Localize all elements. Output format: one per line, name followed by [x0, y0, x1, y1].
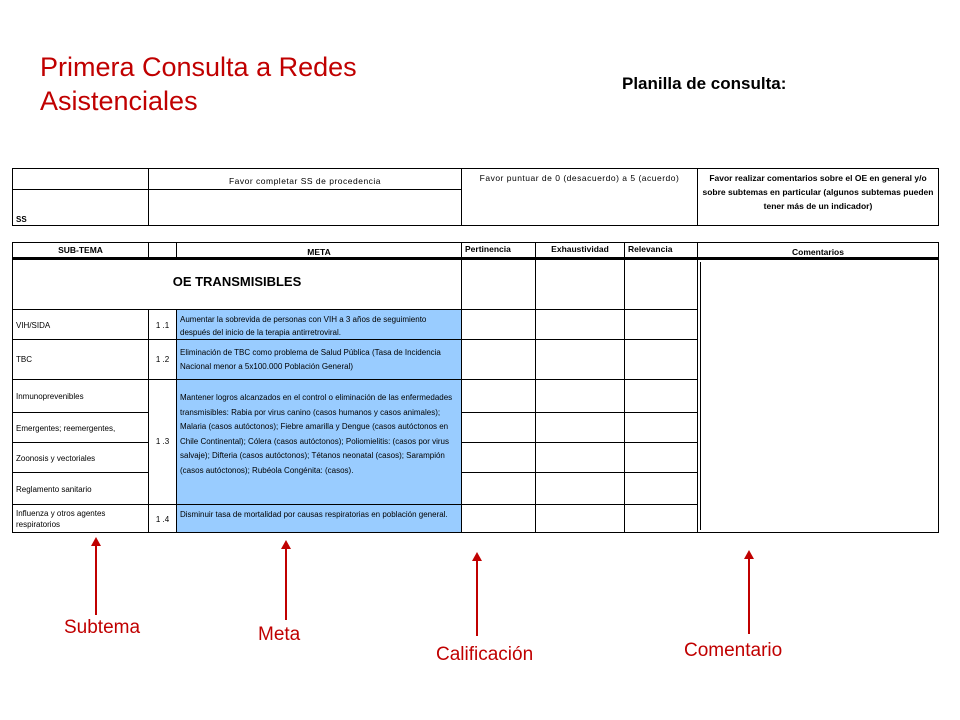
exhaustividad-header: Exhaustividad — [535, 242, 624, 258]
meta-cell: Disminuir tasa de mortalidad por causas respiratorias en población general. — [176, 504, 461, 533]
subtema-cell: TBC — [12, 339, 148, 379]
subtema-header: SUB-TEMA — [12, 242, 148, 258]
relevancia-header: Relevancia — [624, 242, 697, 258]
subtema-arrow — [95, 545, 97, 615]
ss-input-cell[interactable] — [148, 189, 461, 226]
meta-annotation: Meta — [258, 624, 301, 645]
comentarios-header: Comentarios — [697, 242, 939, 258]
subtema-annotation: Subtema — [64, 617, 141, 638]
favor-ss-header: Favor completar SS de procedencia — [148, 168, 461, 189]
pertinencia-column[interactable] — [461, 259, 535, 533]
meta-number: 1 .4 — [148, 504, 176, 533]
relevancia-column[interactable] — [624, 259, 697, 533]
meta-number: 1 .1 — [148, 309, 176, 339]
subtema-cell: VIH/SIDA — [12, 309, 148, 339]
pertinencia-header: Pertinencia — [461, 242, 535, 258]
comentarios-column[interactable] — [697, 259, 939, 533]
comentario-annotation: Comentario — [684, 640, 783, 661]
meta-number: 1 .2 — [148, 339, 176, 379]
comentario-arrow — [748, 558, 750, 634]
meta-cell: Aumentar la sobrevida de personas con VIH a 3 años de seguimiento después del inicio de la terapia antirretroviral. — [176, 309, 461, 339]
num-header — [148, 242, 176, 258]
section-title: OE TRANSMISIBLES — [12, 259, 461, 309]
favor-comentarios-header: Favor realizar comentarios sobre el OE en general y/o sobre subtemas en particular (algunos subtemas pueden tener más de un indicador) — [697, 168, 939, 226]
subtema-cell: Inmunoprevenibles — [12, 379, 148, 412]
meta-cell: Mantener logros alcanzados en el control o eliminación de las enfermedades transmisibles: Rabia por virus canino (casos humanos y casos animales); Malaria (casos autóctonos); Fiebre amarilla y Dengue (casos autóctonos en Chile Continental); Cólera (casos autóctonos); Poliomielitis: (casos por virus salvaje); Difteria (casos autóctonos); Tétanos neonatal (casos); Sarampión (casos autóctonos); Rubéola Congénita: (casos). — [176, 379, 461, 504]
favor-puntuar-header: Favor puntuar de 0 (desacuerdo) a 5 (acuerdo) — [461, 168, 697, 226]
meta-cell: Eliminación de TBC como problema de Salud Pública (Tasa de Incidencia Nacional menor a 5x100.000 Población General) — [176, 339, 461, 379]
subtema-cell: Emergentes; reemergentes, — [12, 412, 148, 442]
subtema-cell: Influenza y otros agentes respiratorios — [12, 504, 148, 533]
meta-header: META — [176, 242, 461, 258]
meta-arrow — [285, 548, 287, 620]
subtema-cell: Zoonosis y vectoriales — [12, 442, 148, 472]
calificacion-annotation: Calificación — [436, 644, 534, 665]
exhaustividad-column[interactable] — [535, 259, 624, 533]
top-blank-cell — [12, 168, 148, 189]
page-subtitle: Planilla de consulta: — [622, 74, 787, 93]
page-title: Primera Consulta a Redes Asistenciales — [40, 52, 357, 116]
calificacion-arrow — [476, 560, 478, 636]
ss-label: SS — [12, 189, 148, 226]
meta-number: 1 .3 — [148, 379, 176, 504]
subtema-cell: Reglamento sanitario — [12, 472, 148, 504]
